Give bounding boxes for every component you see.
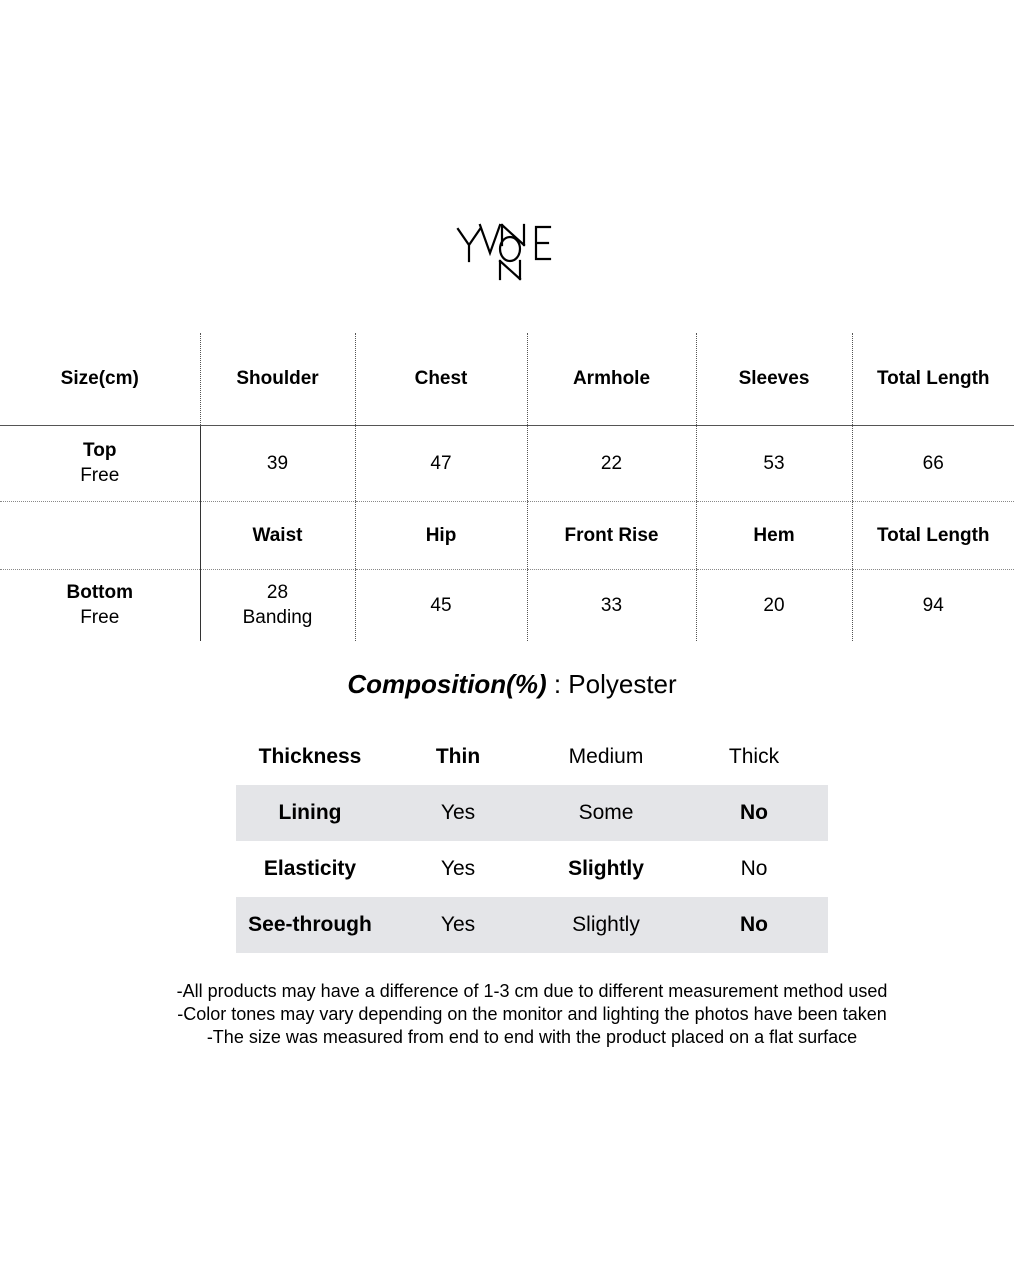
top-label-cell — [0, 425, 200, 501]
fabric-option: Medium — [568, 745, 644, 768]
fabric-option: Slightly — [532, 897, 680, 953]
size-header-row — [0, 333, 1014, 425]
top-total-length: 66 — [852, 425, 1014, 501]
fabric-option: No — [680, 897, 828, 953]
composition-label: Composition(%) — [347, 669, 547, 699]
top-size: Free — [80, 465, 120, 486]
top-label: Top — [83, 440, 117, 461]
fabric-row-see-through — [236, 897, 828, 953]
fabric-row-elasticity — [236, 841, 828, 897]
size-table — [0, 333, 1014, 641]
header-chest: Chest — [355, 333, 527, 425]
top-shoulder: 39 — [200, 425, 355, 501]
bottom-waist: 28 — [266, 582, 289, 604]
fabric-name: Elasticity — [263, 857, 357, 880]
note-line: -Color tones may vary depending on the monitor and lighting the photos have been taken — [177, 1004, 887, 1024]
measurement-notes — [0, 980, 1024, 1049]
fabric-option: Yes — [440, 857, 476, 880]
top-sleeves: 53 — [696, 425, 852, 501]
top-armhole: 22 — [527, 425, 696, 501]
bottom-label-cell — [0, 569, 200, 641]
header-bottom-total-length: Total Length — [852, 501, 1014, 569]
bottom-front-rise: 33 — [527, 569, 696, 641]
bottom-header-row — [0, 501, 1014, 569]
header-sleeves: Sleeves — [696, 333, 852, 425]
bottom-label: Bottom — [66, 582, 133, 604]
bottom-waist-cell — [200, 569, 355, 641]
fabric-table — [236, 729, 828, 953]
bottom-header-empty — [0, 501, 200, 569]
fabric-name: Lining — [236, 785, 384, 841]
top-row — [0, 425, 1014, 501]
fabric-option: Thin — [435, 745, 481, 768]
composition — [0, 668, 1024, 700]
bottom-hip: 45 — [355, 569, 527, 641]
bottom-hem: 20 — [696, 569, 852, 641]
header-total-length: Total Length — [852, 333, 1014, 425]
header-shoulder: Shoulder — [200, 333, 355, 425]
header-front-rise: Front Rise — [527, 501, 696, 569]
fabric-name: See-through — [236, 897, 384, 953]
bottom-total-length: 94 — [852, 569, 1014, 641]
note-line: -The size was measured from end to end with the product placed on a flat surface — [206, 1027, 858, 1047]
bottom-waist-note: Banding — [242, 607, 313, 629]
fabric-option: Some — [532, 785, 680, 841]
fabric-row-thickness — [236, 729, 828, 785]
header-hip: Hip — [355, 501, 527, 569]
header-hem: Hem — [696, 501, 852, 569]
brand-logo — [452, 215, 564, 285]
header-armhole: Armhole — [527, 333, 696, 425]
fabric-option: Thick — [728, 745, 780, 768]
composition-separator: : — [546, 669, 569, 699]
header-size: Size(cm) — [0, 333, 200, 425]
fabric-row-lining — [236, 785, 828, 841]
fabric-option: Yes — [384, 785, 532, 841]
fabric-option: Slightly — [568, 857, 644, 880]
note-line: -All products may have a difference of 1-3 cm due to different measurement method used — [176, 981, 888, 1001]
fabric-name: Thickness — [258, 745, 362, 768]
fabric-option: No — [680, 785, 828, 841]
composition-value: Polyester — [568, 669, 677, 699]
bottom-size: Free — [80, 607, 120, 629]
fabric-option: Yes — [384, 897, 532, 953]
bottom-row — [0, 569, 1014, 641]
top-chest: 47 — [355, 425, 527, 501]
header-waist: Waist — [200, 501, 355, 569]
fabric-option: No — [740, 857, 768, 880]
